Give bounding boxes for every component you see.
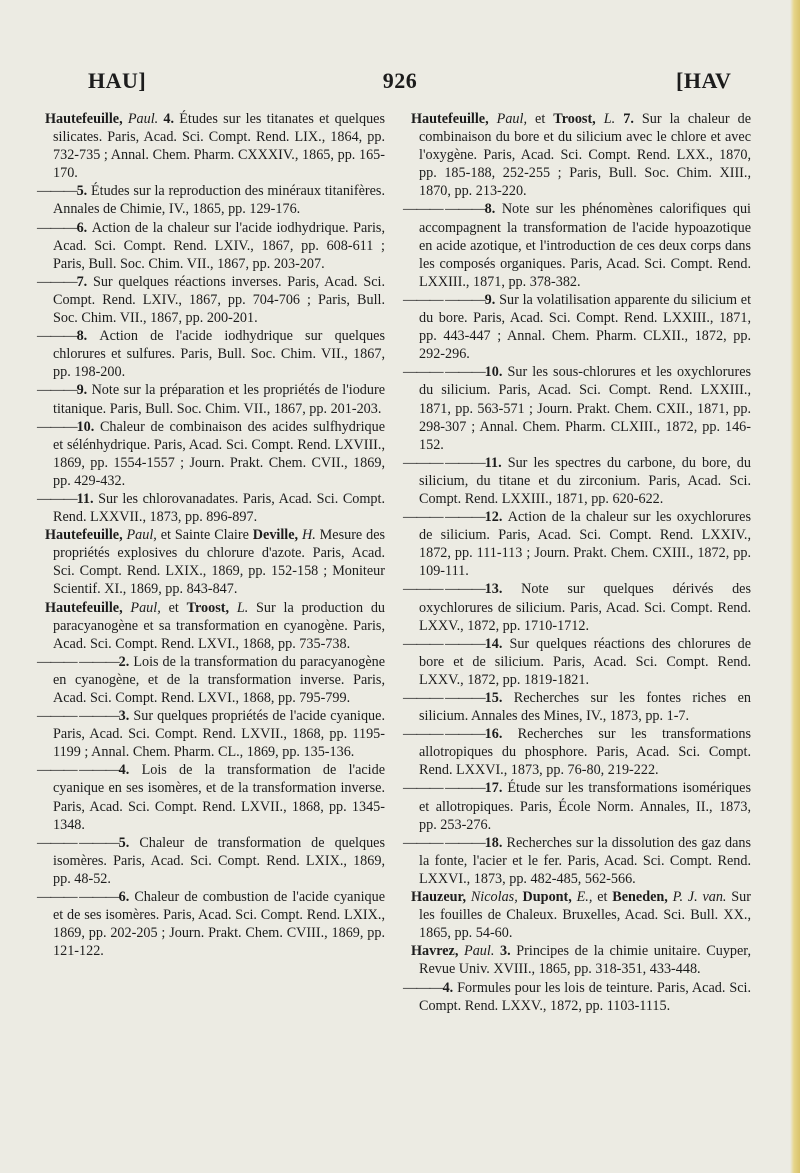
ditto-dash: ——— ——— [37, 834, 119, 851]
entry-number: 5. [118, 834, 140, 851]
entry-text: Sur quelques réactions des chlorures de bore et de silicium. Paris, Acad. Sci. Compt. Rend. LXXV., 1872, pp. 1819-1821. [419, 635, 751, 688]
entry-text: Note sur la préparation et les propriétés de l'iodure titanique. Paris, Bull. Soc. Chim. VII., 1867, pp. 201-203. [53, 382, 385, 417]
coauthor-first-name: L. [603, 111, 616, 127]
bibliography-entry [37, 182, 385, 218]
running-header [0, 68, 800, 108]
entry-number: 11. [76, 490, 99, 507]
entry-number: 3. [118, 708, 134, 725]
entry-text: Sur les sous-chlorures et les oxychlorures du silicium. Paris, Acad. Sci. Compt. Rend. LXXIII., 1871, pp. 563-571 ; Journ. Prakt. Chem. CXII., 1871, pp. 298-307 ; Annal. Chem. Pharm. CLXIII., 1872, pp. 146-152. [419, 364, 752, 453]
coauthor-first-name: H. [301, 527, 316, 544]
ditto-dash: ——— ——— [37, 762, 119, 779]
entry-text: Note sur les phénomènes calorifiques qui accompagnent la transformation de l'acide hypoazotique en acide azotique, et l'introduction de ces deux corps dans les composés organiques. Paris, Acad. Sci. Compt. Rend. LXXIII., 1871, pp. 378-382. [419, 201, 751, 290]
entry-text: Recherches sur les transformations allotropiques du phosphore. Paris, Acad. Sci. Compt. Rend. LXXVI., 1873, pp. 76-80, 219-222. [419, 726, 751, 779]
header-right-guide: [HAV [676, 68, 732, 93]
entry-text: Recherches sur la dissolution des gaz dans la fonte, l'acier et le fer. Paris, Acad. Sci. Compt. Rend. LXXVI., 1873, pp. 482-485, 562-566. [419, 834, 751, 887]
entry-number: 10. [76, 418, 100, 435]
entry-text: Recherches sur les fontes riches en silicium. Annales des Mines, IV., 1873, pp. 1-7. [419, 690, 752, 725]
bibliography-entry [403, 454, 751, 508]
header-left-guide: HAU] [88, 68, 147, 93]
bibliography-entry [37, 490, 385, 526]
left-column [37, 110, 386, 960]
entry-number: 6. [76, 219, 92, 236]
bibliography-entry [403, 508, 751, 580]
author-name: Hauzeur, [411, 889, 471, 906]
entry-number: 16. [484, 726, 518, 743]
ditto-dash: ——— ——— [37, 653, 119, 670]
ditto-dash: ——— [37, 382, 77, 399]
ditto-dash: ——— ——— [37, 889, 119, 906]
author-first-name: Paul, [130, 599, 161, 616]
ditto-dash: ——— ——— [403, 780, 485, 797]
author-name: Hautefeuille, [411, 111, 497, 127]
ditto-dash: ——— ——— [403, 454, 485, 471]
bibliography-entry [403, 200, 751, 290]
bibliography-entry [37, 834, 386, 888]
entry-text: Études sur la reproduction des minéraux titanifères. Annales de Chimie, IV., 1865, pp. 129-176. [53, 183, 385, 218]
bibliography-entry [37, 418, 385, 490]
bibliography-entry [37, 761, 385, 833]
bibliography-entry [411, 942, 751, 978]
entry-number: 10. [484, 364, 508, 381]
entry-text: Lois de la transformation de l'acide cyanique en ses isomères, et de la transformation inverse. Paris, Acad. Sci. Compt. Rend. LXVII., 1868, pp. 1345-1348. [53, 762, 385, 833]
entry-text: Lois de la transformation du paracyanogène en cyanogène, et de la transformation inverse. Paris, Acad. Sci. Compt. Rend. LXVI., 1868, pp. 795-799. [53, 653, 386, 706]
ditto-dash: ——— [37, 490, 77, 507]
ditto-dash: ——— ——— [403, 726, 485, 743]
ditto-dash: ——— ——— [403, 834, 485, 851]
bibliography-entry [403, 363, 752, 453]
entry-number: 7. [76, 273, 93, 290]
bibliography-entry [37, 273, 385, 327]
entry-text: Action de la chaleur sur l'acide iodhydrique. Paris, Acad. Sci. Compt. Rend. LXIV., 1867, pp. 608-611 ; Paris, Bull. Soc. Chim. VII., 1867, pp. 203-207. [53, 219, 385, 272]
entry-text: Action de l'acide iodhydrique sur quelques chlorures et sulfures. Paris, Bull. Soc. Chim. VII., 1867, pp. 198-200. [53, 328, 385, 381]
entry-number: 12. [484, 509, 508, 526]
ditto-dash: ——— [403, 979, 443, 996]
coauthor-name: Troost, [553, 111, 604, 127]
ditto-dash: ——— [37, 273, 77, 290]
bibliography-entry [403, 635, 751, 689]
author-name: Hautefeuille, [45, 599, 131, 616]
bibliography-entry [37, 219, 385, 273]
bibliography-entry: Hautefeuille, Paul, et Sainte Claire Deville, H. Mesure des propriétés explosives du chlorure d'azote. Paris, Acad. Sci. Compt. Rend. LXIX., 1869, pp. 152-158 ; Moniteur Scientif. XI., 1869, pp. 843-847. [45, 527, 386, 598]
bibliography-entry [403, 291, 752, 363]
entry-number: 4. [163, 111, 180, 127]
bibliography-entry [37, 888, 385, 960]
ditto-dash: ——— [37, 328, 77, 345]
author-first-name: Paul, [126, 527, 157, 544]
entry-number: 15. [484, 690, 514, 706]
entry-number: 13. [484, 581, 522, 598]
entry-text: Sur les fouilles de Chaleux. Bruxelles, Acad. Sci. Bull. XX., 1865, pp. 54-60. [419, 889, 751, 942]
author-name: Hautefeuille, [45, 111, 128, 127]
page-number: 926 [382, 68, 418, 93]
bibliography-entry [403, 689, 752, 725]
entry-text: Formules pour les lois de teinture. Paris, Acad. Sci. Compt. Rend. LXXV., 1872, pp. 1103-1115. [419, 979, 751, 1014]
entry-text: Mesure des propriétés explosives du chlorure d'azote. Paris, Acad. Sci. Compt. Rend. LXIX., 1869, pp. 152-158 ; Moniteur Scientif. XI., 1869, pp. 843-847. [53, 527, 386, 598]
entry-text: Chaleur de combinaison des acides sulfhydrique et sélénhydrique. Paris, Acad. Sci. Compt. Rend. LXVIII., 1869, pp. 1554-1557 ; Journ. Prakt. Chem. CVII., 1869, pp. 429-432. [53, 418, 385, 489]
entry-number: 11. [484, 454, 508, 471]
ditto-dash: ——— ——— [403, 581, 485, 598]
ditto-dash: ——— ——— [403, 291, 485, 308]
author-name: Hautefeuille, [45, 527, 127, 544]
entry-number: 5. [76, 183, 91, 200]
author-first-name: Nicolas, [470, 889, 518, 906]
ditto-dash: ——— ——— [403, 690, 485, 706]
entry-number: 9. [76, 382, 92, 399]
coauthor-name: Beneden, [612, 889, 673, 906]
coauthor-name: Deville, [252, 527, 302, 544]
bibliography-entry [403, 979, 751, 1015]
coauthor-name: Troost, [186, 599, 237, 616]
ditto-dash: ——— [37, 183, 77, 200]
entry-text: Sur la production du paracyanogène et sa transformation en cyanogène. Paris, Acad. Sci. Compt. Rend. LXVI., 1868, pp. 735-738. [53, 599, 386, 652]
bibliography-entry: Hauzeur, Nicolas, Dupont, E., et Beneden, P. J. van. Sur les fouilles de Chaleux. Bruxelles, Acad. Sci. Bull. XX., 1865, pp. 54-60. [411, 889, 751, 942]
ditto-dash: ——— ——— [403, 509, 485, 526]
entry-text: Sur la chaleur de combinaison du bore et du silicium avec le chlore et avec l'oxygène. Paris, Acad. Sci. Compt. Rend. LXX., 1870, pp. 185-188, 252-255 ; Paris, Bull. Soc. Chim. XIII., 1870, pp. 213-220. [419, 111, 752, 200]
entry-number: 8. [484, 201, 502, 218]
entry-text: Chaleur de transformation de quelques isomères. Paris, Acad. Sci. Compt. Rend. LXIX., 1869, pp. 48-52. [53, 834, 386, 887]
entry-number: 2. [118, 653, 134, 670]
entry-text: Principes de la chimie unitaire. Cuyper, Revue Univ. XVIII., 1865, pp. 318-351, 433-448. [419, 943, 752, 978]
entry-text: Chaleur de combustion de l'acide cyanique et de ses isomères. Paris, Acad. Sci. Compt. Rend. LXIX., 1869, pp. 202-205 ; Journ. Prakt. Chem. CVIII., 1869, pp. 121-122. [53, 889, 385, 960]
bibliography-entry [37, 381, 385, 417]
bibliography-entry [45, 110, 385, 182]
entry-number: 4. [442, 979, 458, 996]
entry-text: Sur la volatilisation apparente du silicium et du bore. Paris, Acad. Sci. Compt. Rend. LXXIII., 1871, pp. 443-447 ; Annal. Chem. Pharm. CLXII., 1872, pp. 292-296. [419, 291, 752, 363]
bibliography-entry [403, 779, 751, 833]
entry-text: Sur les chlorovanadates. Paris, Acad. Sci. Compt. Rend. LXXVII., 1873, pp. 896-897. [53, 490, 385, 526]
ditto-dash: ——— [37, 418, 77, 435]
ditto-dash: ——— ——— [403, 201, 485, 218]
coauthor-first-name: E., [576, 889, 593, 906]
coauthor-name: Dupont, [522, 889, 577, 906]
entry-text: Note sur quelques dérivés des oxychlorures de silicium. Paris, Acad. Sci. Compt. Rend. LXXV., 1872, pp. 1710-1712. [419, 581, 751, 634]
entry-number: 14. [484, 635, 510, 652]
author-first-name: Paul. [464, 943, 495, 960]
entry-number: 6. [118, 889, 135, 906]
author-name: Havrez, [411, 943, 465, 960]
entry-text: Études sur les titanates et quelques silicates. Paris, Acad. Sci. Compt. Rend. LIX., 1864, pp. 732-735 ; Annal. Chem. Pharm. CXXXIV., 1865, pp. 165-170. [53, 111, 385, 182]
entry-text: Étude sur les transformations isomériques et allotropiques. Paris, École Norm. Annales, II., 1873, pp. 253-276. [419, 780, 751, 833]
entry-text: Sur les spectres du carbone, du bore, du silicium, du titane et du zirconium. Paris, Acad. Sci. Compt. Rend. LXXIII., 1871, pp. 620-622. [419, 454, 751, 507]
entry-number: 7. [623, 111, 642, 127]
entry-number: 9. [484, 291, 500, 308]
bibliography-entry [403, 725, 751, 779]
entry-number: 3. [500, 943, 517, 960]
ditto-dash: ——— ——— [403, 364, 485, 381]
entry-text: Sur quelques propriétés de l'acide cyanique. Paris, Acad. Sci. Compt. Rend. LXVII., 1868, pp. 1195-1199 ; Annal. Chem. Pharm. CL., 1869, pp. 135-136. [53, 708, 385, 761]
bibliography-entry: Hautefeuille, Paul, et Troost, L. Sur la production du paracyanogène et sa transformation en cyanogène. Paris, Acad. Sci. Compt. Rend. LXVI., 1868, pp. 735-738. [45, 599, 386, 652]
author-first-name: Paul. [127, 111, 159, 127]
bibliography-entry [37, 327, 385, 381]
entry-number: 18. [484, 834, 507, 851]
bibliography-entry [37, 707, 385, 761]
entry-number: 8. [76, 328, 100, 345]
bibliography-entry [403, 834, 751, 888]
bibliography-entry: Hautefeuille, Paul, et Troost, L. 7. Sur la chaleur de combinaison du bore et du silicium avec le chlore et avec l'oxygène. Paris, Acad. Sci. Compt. Rend. LXX., 1870, pp. 185-188, 252-255 ; Paris, Bull. Soc. Chim. XIII., 1870, pp. 213-220. [411, 111, 752, 200]
ditto-dash: ——— ——— [37, 708, 119, 725]
entry-text: Action de la chaleur sur les oxychlorures de silicium. Paris, Acad. Sci. Compt. Rend. LXXIV., 1872, pp. 111-113 ; Journ. Prakt. Chem. CXIII., 1872, pp. 109-111. [419, 509, 751, 580]
ditto-dash: ——— [37, 219, 77, 236]
right-column [403, 110, 752, 1015]
bibliography-entry [403, 580, 751, 634]
entry-number: 17. [484, 780, 508, 797]
coauthor-first-name: P. J. van. [672, 889, 727, 906]
ditto-dash: ——— ——— [403, 635, 485, 652]
coauthor-first-name: L. [236, 599, 249, 616]
author-first-name: Paul, [496, 111, 527, 127]
entry-number: 4. [118, 762, 142, 779]
page-edge [790, 0, 800, 1173]
entry-text: Sur quelques réactions inverses. Paris, Acad. Sci. Compt. Rend. LXIV., 1867, pp. 704-706 ; Paris, Bull. Soc. Chim. VII., 1867, pp. 200-201. [53, 273, 385, 327]
bibliography-entry [37, 653, 386, 707]
